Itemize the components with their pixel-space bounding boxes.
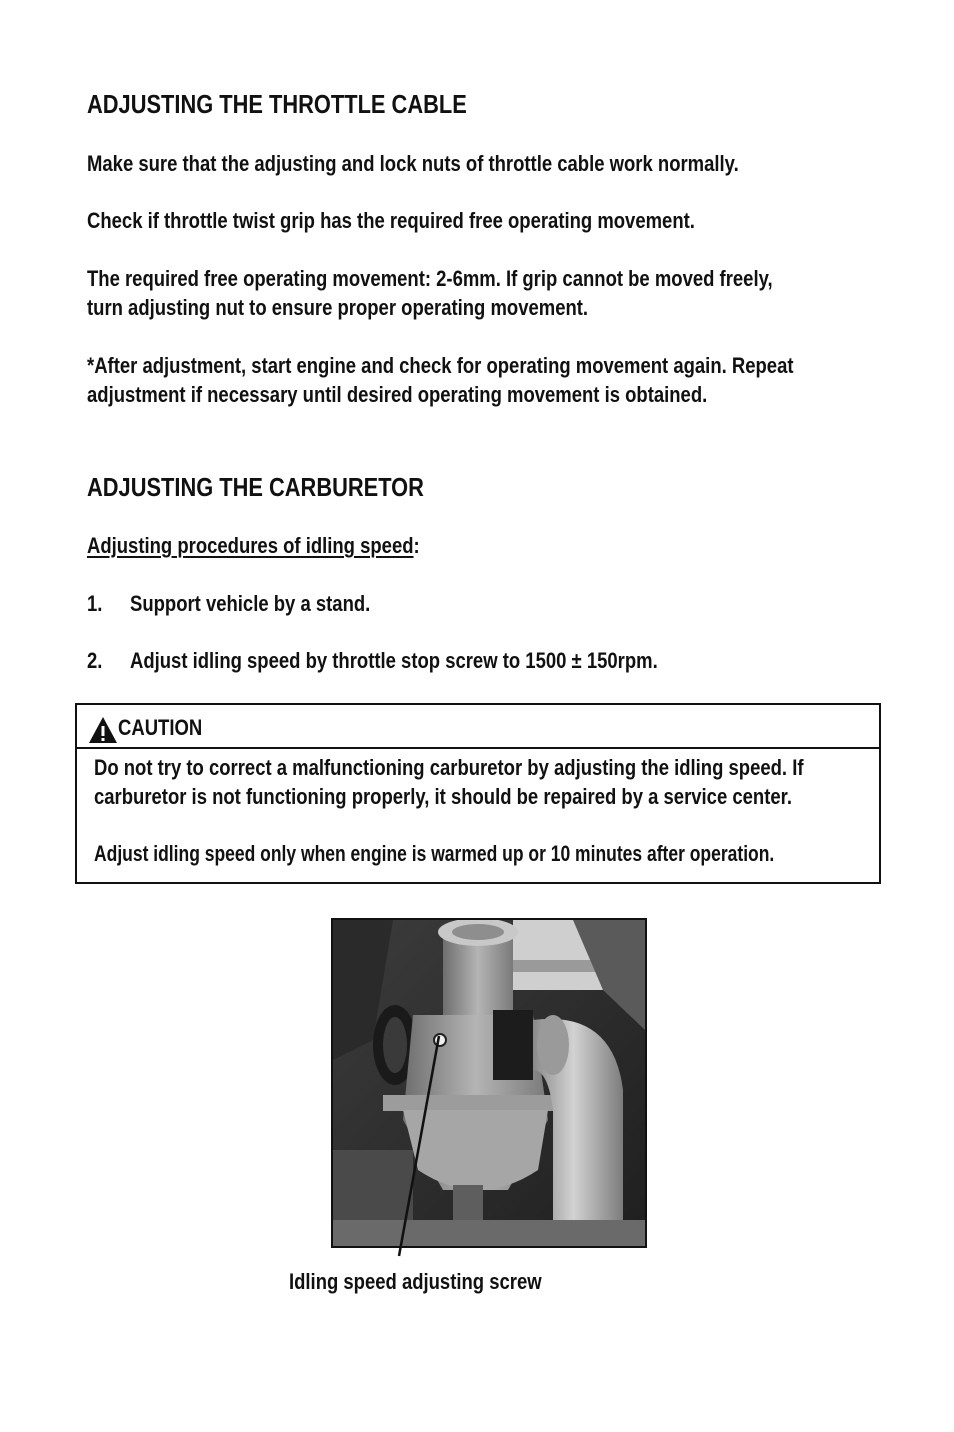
throttle-paragraph-2: Check if throttle twist grip has the required free operating movement. [87, 208, 695, 233]
step-text: Adjust idling speed by throttle stop screw to 1500 ± 150rpm. [130, 648, 658, 673]
throttle-paragraph-1: Make sure that the adjusting and lock nuts of throttle cable work normally. [87, 151, 739, 176]
section-title-carburetor: ADJUSTING THE CARBURETOR [87, 472, 424, 502]
carburetor-photo [331, 918, 647, 1248]
caution-label: CAUTION [118, 715, 203, 740]
subheading-colon: : [413, 533, 420, 558]
caution-box [75, 703, 881, 884]
carburetor-illustration [333, 920, 645, 1246]
caution-line-3: Adjust idling speed only when engine is warmed up or 10 minutes after operation. [94, 841, 775, 866]
throttle-paragraph-3-line-1: The required free operating movement: 2-6mm. If grip cannot be moved freely, [87, 266, 773, 291]
step-number: 2. [87, 648, 103, 673]
warning-triangle-icon [88, 716, 118, 744]
caution-line-2: carburetor is not functioning properly, it should be repaired by a service center. [94, 784, 792, 809]
caution-line-1: Do not try to correct a malfunctioning carburetor by adjusting the idling speed. If [94, 755, 804, 780]
step-text: Support vehicle by a stand. [130, 591, 371, 616]
section-title-throttle: ADJUSTING THE THROTTLE CABLE [87, 89, 467, 119]
idling-procedure-subheading [87, 531, 420, 560]
caution-header [77, 705, 879, 749]
step-number: 1. [87, 591, 103, 616]
subheading-underlined-text: Adjusting procedures of idling speed [87, 533, 414, 558]
figure-caption: Idling speed adjusting screw [289, 1269, 542, 1294]
throttle-paragraph-3-line-2: turn adjusting nut to ensure proper operating movement. [87, 295, 589, 320]
throttle-paragraph-4-line-1: *After adjustment, start engine and check for operating movement again. Repeat [87, 353, 794, 378]
throttle-paragraph-4-line-2: adjustment if necessary until desired operating movement is obtained. [87, 382, 708, 407]
